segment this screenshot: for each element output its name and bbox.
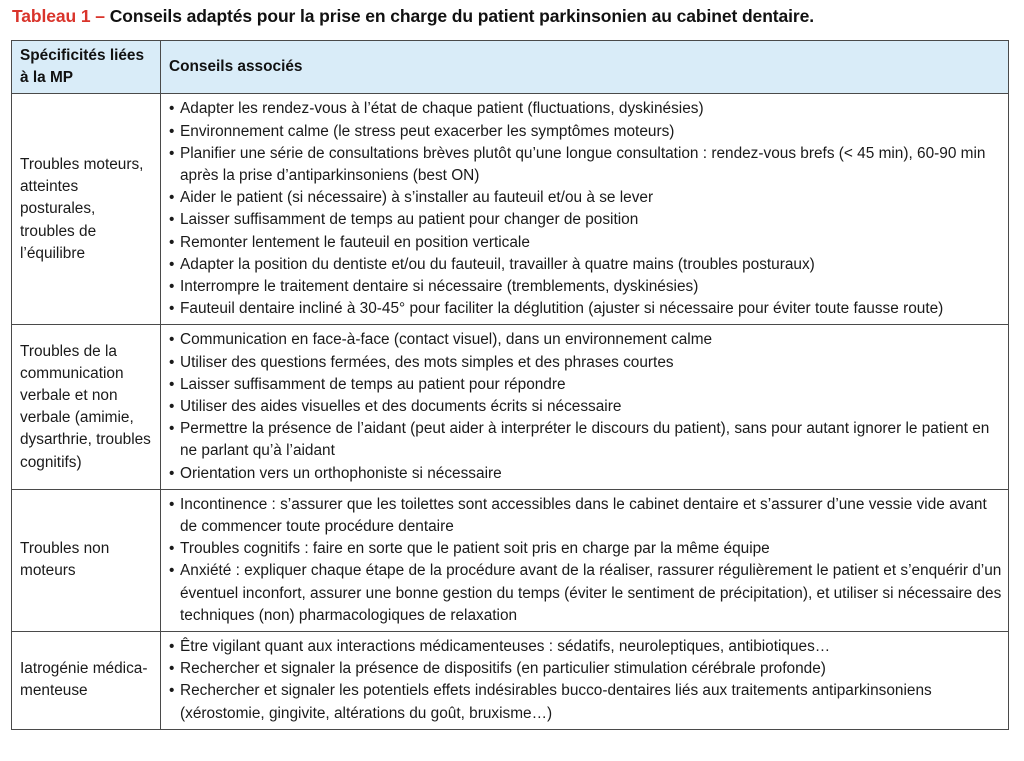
row-category: Troubles de la communication verbale et non verbale (amimie, dysarthrie, troubles cognitifs) <box>12 325 161 489</box>
list-item: • Permettre la présence de l’aidant (peut aider à interpréter le discours du patient), sans pour autant ignorer le patient en ne parlant qu’à l’aidant <box>169 418 1002 462</box>
list-item: • Laisser suffisamment de temps au patient pour changer de position <box>169 209 1002 231</box>
row-advice-cell <box>161 325 1009 489</box>
list-item: • Interrompre le traitement dentaire si nécessaire (tremblements, dyskinésies) <box>169 276 1002 298</box>
list-item: • Troubles cognitifs : faire en sorte que le patient soit pris en charge par la même équipe <box>169 538 1002 560</box>
list-item: • Utiliser des questions fermées, des mots simples et des phrases courtes <box>169 352 1002 374</box>
list-item: • Adapter la position du dentiste et/ou du fauteuil, travailler à quatre mains (troubles posturaux) <box>169 254 1002 276</box>
list-item: • Anxiété : expliquer chaque étape de la procédure avant de la réaliser, rassurer régulièrement le patient et s’enquérir d’un éventuel inconfort, assurer une bonne gestion du temps (éviter le sentiment de précipitation), et utiliser si nécessaire des techniques (non) pharmacologiques de relaxation <box>169 560 1002 627</box>
list-item: • Laisser suffisamment de temps au patient pour répondre <box>169 374 1002 396</box>
list-item: • Remonter lentement le fauteuil en position verticale <box>169 232 1002 254</box>
list-item: • Être vigilant quant aux interactions médicamenteuses : sédatifs, neuroleptiques, antibiotiques… <box>169 636 1002 658</box>
row-advice-cell <box>161 632 1009 730</box>
list-item: • Utiliser des aides visuelles et des documents écrits si nécessaire <box>169 396 1002 418</box>
list-item: • Communication en face-à-face (contact visuel), dans un environnement calme <box>169 329 1002 351</box>
advice-table <box>11 40 1009 730</box>
table-title <box>12 6 814 27</box>
list-item: • Rechercher et signaler les potentiels effets indésirables bucco-dentaires liés aux traitements antiparkinsoniens (xérostomie, gingivite, altérations du goût, bruxisme…) <box>169 680 1002 724</box>
row-category: Troubles non moteurs <box>12 489 161 631</box>
table-row <box>12 489 1009 631</box>
row-advice-cell <box>161 94 1009 325</box>
header-specificities: Spécificités liées à la MP <box>12 41 161 94</box>
row-advice-cell <box>161 489 1009 631</box>
list-item: • Planifier une série de consultations brèves plutôt qu’une longue consultation : rendez-vous brefs (< 45 min), 60-90 min après la prise d’antiparkinsoniens (best ON) <box>169 143 1002 187</box>
list-item: • Adapter les rendez-vous à l’état de chaque patient (fluctuations, dyskinésies) <box>169 98 1002 120</box>
advice-list <box>169 98 1002 320</box>
advice-list <box>169 636 1002 725</box>
advice-list <box>169 329 1002 484</box>
header-advice: Conseils associés <box>161 41 1009 94</box>
list-item: • Incontinence : s’assurer que les toilettes sont accessibles dans le cabinet dentaire et s’assurer d’une vessie vide avant de commencer toute procédure dentaire <box>169 494 1002 538</box>
table-header-row <box>12 41 1009 94</box>
list-item: • Aider le patient (si nécessaire) à s’installer au fauteuil et/ou à se lever <box>169 187 1002 209</box>
list-item: • Rechercher et signaler la présence de dispositifs (en particulier stimulation cérébrale profonde) <box>169 658 1002 680</box>
table-row <box>12 94 1009 325</box>
list-item: • Environnement calme (le stress peut exacerber les symptômes moteurs) <box>169 121 1002 143</box>
row-category: Iatrogénie médica-menteuse <box>12 632 161 730</box>
list-item: • Fauteuil dentaire incliné à 30-45° pour faciliter la déglutition (ajuster si nécessaire pour éviter toute fausse route) <box>169 298 1002 320</box>
table-row <box>12 632 1009 730</box>
table-caption: Conseils adaptés pour la prise en charge du patient parkinsonien au cabinet dentaire. <box>109 6 815 26</box>
table-row <box>12 325 1009 489</box>
advice-list <box>169 494 1002 627</box>
row-category: Troubles moteurs, atteintes posturales, troubles de l’équilibre <box>12 94 161 325</box>
table-number-label: Tableau 1 – <box>12 6 105 26</box>
list-item: • Orientation vers un orthophoniste si nécessaire <box>169 463 1002 485</box>
